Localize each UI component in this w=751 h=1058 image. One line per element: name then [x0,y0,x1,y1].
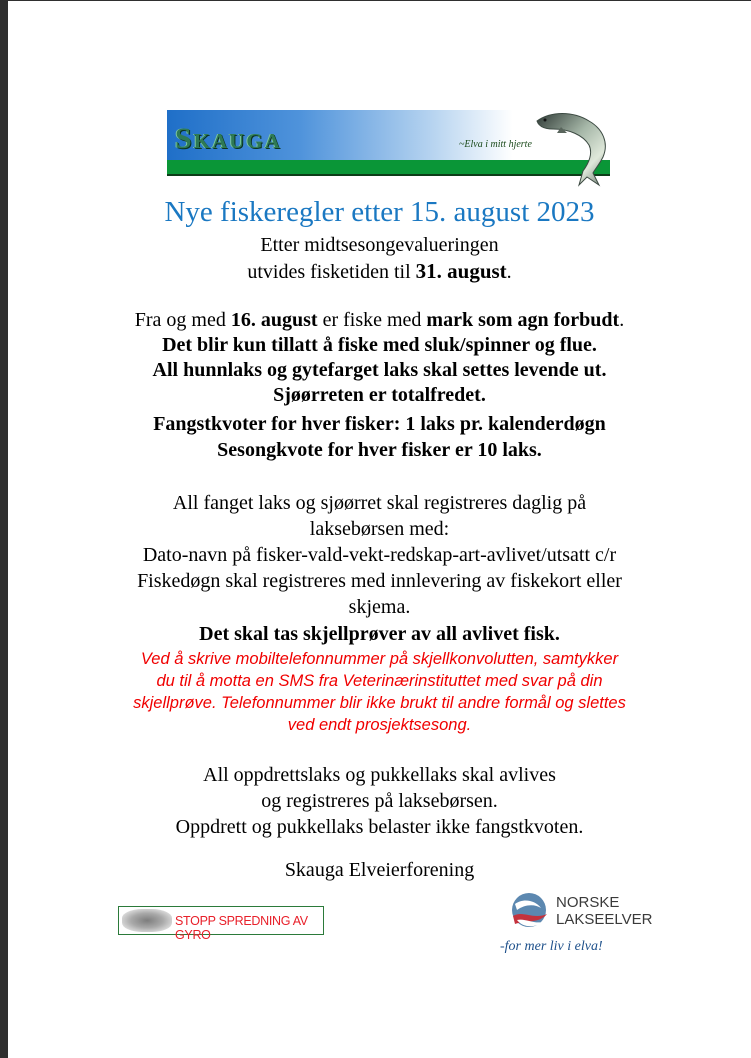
rule-text: Fra og med [134,309,231,331]
gyro-fish-image [122,909,172,932]
rule-period: . [619,309,625,331]
banner-title: Skauga [175,122,282,155]
rule-bait-ban: mark som agn forbudt [426,309,620,331]
intro-date: 31. august [415,259,507,283]
sms-notice-line-3: skjellprøve. Telefonnummer blir ikke brukt til andre formål og slettes [133,694,626,712]
intro-line-2 [8,259,751,284]
registration-line-5: skjema. [348,596,411,618]
registration-line-3: Dato-navn på fisker-vald-vekt-redskap-art-avlivet/utsatt c/r [142,544,617,566]
rule-line-2: Det blir kun tillatt å fiske med sluk/spinner og flue. [162,334,597,356]
intro-text: utvides fisketiden til [247,261,416,283]
page-title: Nye fiskeregler etter 15. august 2023 [164,196,595,228]
signature: Skauga Elveierforening [284,859,475,881]
sms-notice-line-1: Ved å skrive mobiltelefonnummer på skjellkonvolutten, samtykker [140,650,619,668]
rule-line-1 [8,308,751,332]
norske-lakseelver-text [556,894,652,928]
rule-text: er fiske med [317,309,427,331]
sms-notice-line-2: du til å motta en SMS fra Veterinærinstituttet med svar på din [156,672,603,690]
gyro-banner [118,906,324,942]
nl-line-1: NORSKE [556,894,620,911]
sms-notice-line-4: ved endt prosjektsesong. [287,716,472,734]
banner-tagline: ~Elva i mitt hjerte [459,139,532,150]
registration-line-6: Det skal tas skjellprøver av all avlivet fisk. [199,623,560,645]
nl-slogan: -for mer liv i elva! [500,939,603,954]
rule-line-6: Sesongkvote for hver fisker er 10 laks. [217,439,542,461]
registration-line-1: All fanget laks og sjøørret skal registreres daglig på [172,492,587,514]
rule-date: 16. august [230,309,318,331]
viewer-left-edge [0,0,8,1058]
farmed-line-3: Oppdrett og pukkellaks belaster ikke fangstkvoten. [175,816,584,838]
salmon-icon [533,107,613,187]
norske-lakseelver-logo-icon [509,890,549,930]
rule-line-4: Sjøørreten er totalfredet. [273,384,486,406]
gyro-label: STOPP SPREDNING AV GYRO [175,914,308,942]
intro-line-1: Etter midtsesongevalueringen [260,234,499,256]
farmed-line-2: og registreres på laksebørsen. [261,790,498,812]
registration-line-4: Fiskedøgn skal registreres med innlevering av fiskekort eller [137,570,622,592]
rule-line-5: Fangstkvoter for hver fisker: 1 laks pr. kalenderdøgn [153,413,606,435]
nl-line-2: LAKSEELVER [556,911,653,928]
rule-line-3: All hunnlaks og gytefarget laks skal settes levende ut. [152,359,607,381]
farmed-line-1: All oppdrettslaks og pukkellaks skal avlives [203,764,556,786]
intro-period: . [506,261,512,283]
registration-line-2: laksebørsen med: [309,518,450,540]
